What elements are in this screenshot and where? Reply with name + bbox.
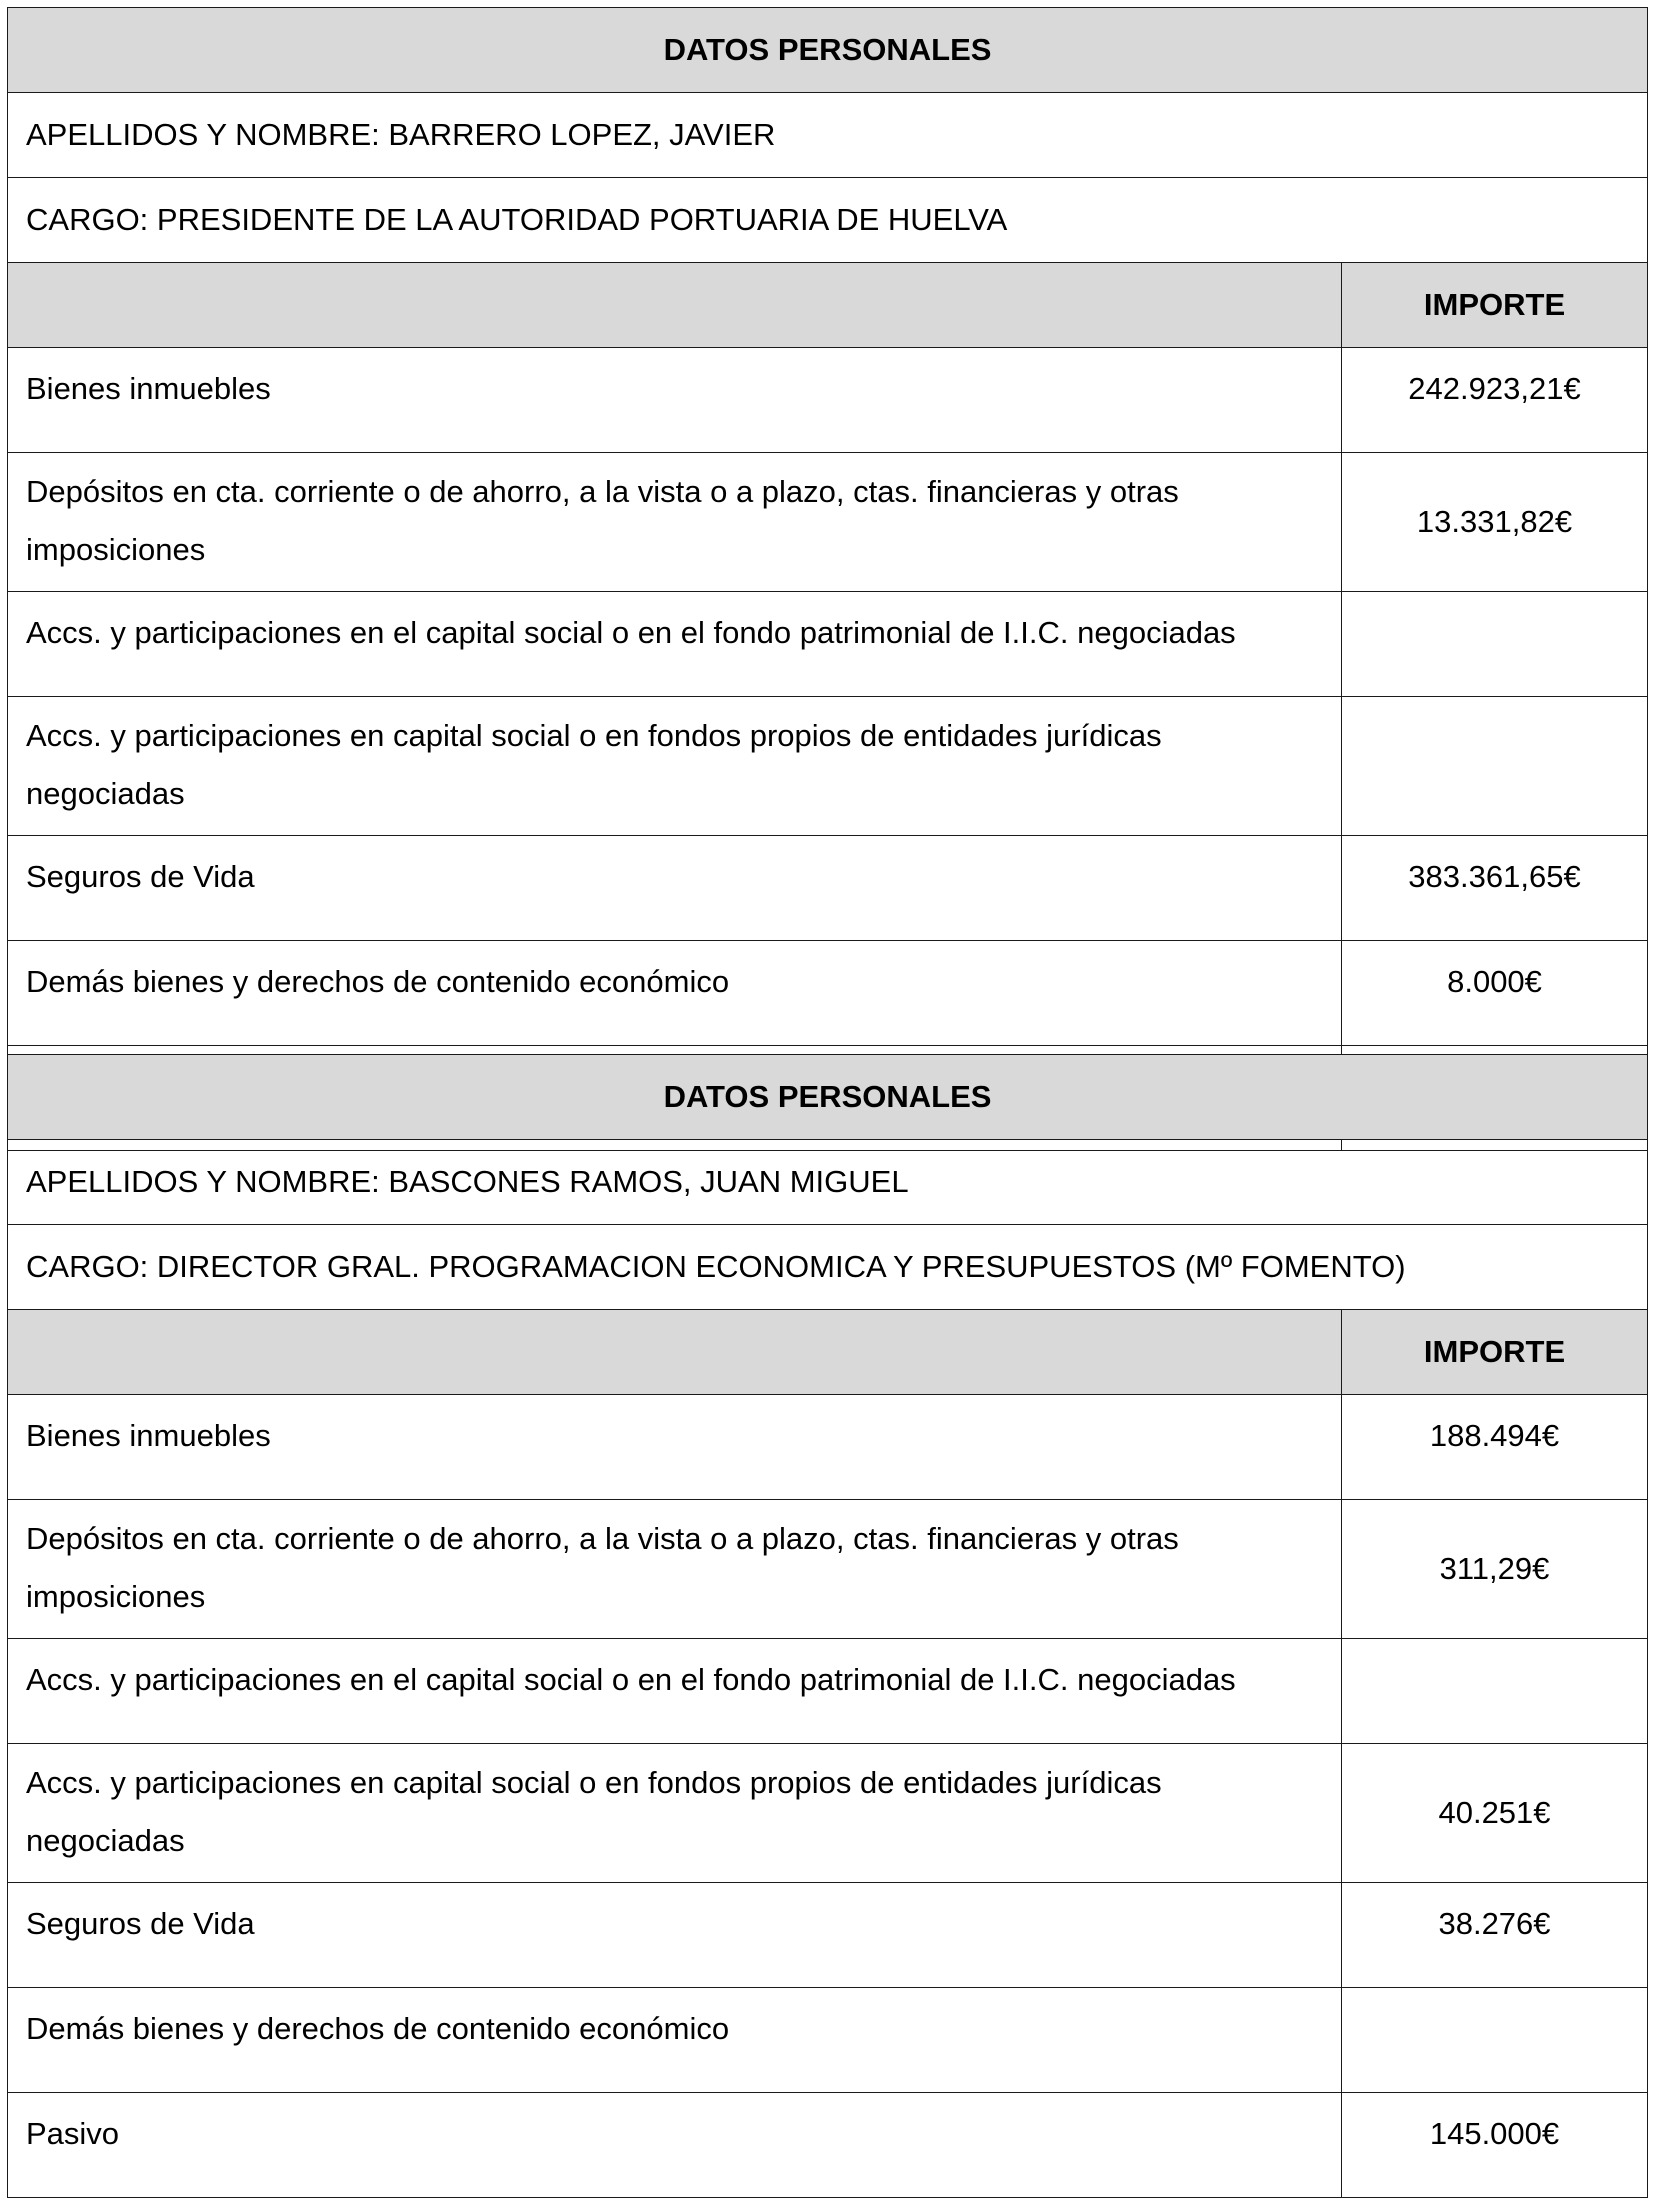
item-value [1342, 1988, 1648, 2093]
item-label: Accs. y participaciones en capital social o en fondos propios de entidades jurídicas negociadas [8, 1744, 1342, 1883]
item-value: 8.000€ [1342, 941, 1648, 1046]
item-value: 311,29€ [1342, 1500, 1648, 1639]
cargo-line: CARGO: PRESIDENTE DE LA AUTORIDAD PORTUARIA DE HUELVA [8, 178, 1648, 263]
item-label: Bienes inmuebles [8, 348, 1342, 453]
table-row [8, 453, 1648, 592]
table-row [8, 836, 1648, 941]
item-label: Demás bienes y derechos de contenido económico [8, 941, 1342, 1046]
table-row [8, 592, 1648, 697]
column-header-blank [8, 1310, 1342, 1395]
item-label: Accs. y participaciones en el capital social o en el fondo patrimonial de I.I.C. negociadas [8, 1639, 1342, 1744]
item-label: Accs. y participaciones en el capital social o en el fondo patrimonial de I.I.C. negociadas [8, 592, 1342, 697]
table-row [8, 941, 1648, 1046]
item-value: 40.251€ [1342, 1744, 1648, 1883]
item-value [1342, 697, 1648, 836]
table-row [8, 1988, 1648, 2093]
table-row [8, 348, 1648, 453]
name-line: APELLIDOS Y NOMBRE: BARRERO LOPEZ, JAVIER [8, 93, 1648, 178]
item-value: 383.361,65€ [1342, 836, 1648, 941]
item-label: Seguros de Vida [8, 836, 1342, 941]
item-value: 188.494€ [1342, 1395, 1648, 1500]
table-row [8, 2093, 1648, 2198]
item-label: Accs. y participaciones en capital social o en fondos propios de entidades jurídicas negociadas [8, 697, 1342, 836]
column-header-importe: IMPORTE [1342, 263, 1648, 348]
item-value [1342, 1639, 1648, 1744]
table-row [8, 697, 1648, 836]
item-label: Pasivo [8, 2093, 1342, 2198]
item-value: 38.276€ [1342, 1883, 1648, 1988]
item-value [1342, 592, 1648, 697]
item-value: 145.000€ [1342, 2093, 1648, 2198]
section-title: DATOS PERSONALES [8, 8, 1648, 93]
item-value: 13.331,82€ [1342, 453, 1648, 592]
asset-declaration-table [7, 1054, 1648, 2198]
item-label: Depósitos en cta. corriente o de ahorro, a la vista o a plazo, ctas. financieras y otras imposiciones [8, 453, 1342, 592]
item-value: 242.923,21€ [1342, 348, 1648, 453]
item-label: Depósitos en cta. corriente o de ahorro, a la vista o a plazo, ctas. financieras y otras imposiciones [8, 1500, 1342, 1639]
table-row [8, 1639, 1648, 1744]
table-row [8, 1744, 1648, 1883]
table-row [8, 1883, 1648, 1988]
cargo-line: CARGO: DIRECTOR GRAL. PROGRAMACION ECONOMICA Y PRESUPUESTOS (Mº FOMENTO) [8, 1225, 1648, 1310]
table-row [8, 1395, 1648, 1500]
table-row [8, 1500, 1648, 1639]
column-header-importe: IMPORTE [1342, 1310, 1648, 1395]
item-label: Bienes inmuebles [8, 1395, 1342, 1500]
asset-declaration-table [7, 7, 1648, 1151]
item-label: Seguros de Vida [8, 1883, 1342, 1988]
section-title: DATOS PERSONALES [8, 1055, 1648, 1140]
item-label: Demás bienes y derechos de contenido económico [8, 1988, 1342, 2093]
column-header-blank [8, 263, 1342, 348]
name-line: APELLIDOS Y NOMBRE: BASCONES RAMOS, JUAN MIGUEL [8, 1140, 1648, 1225]
